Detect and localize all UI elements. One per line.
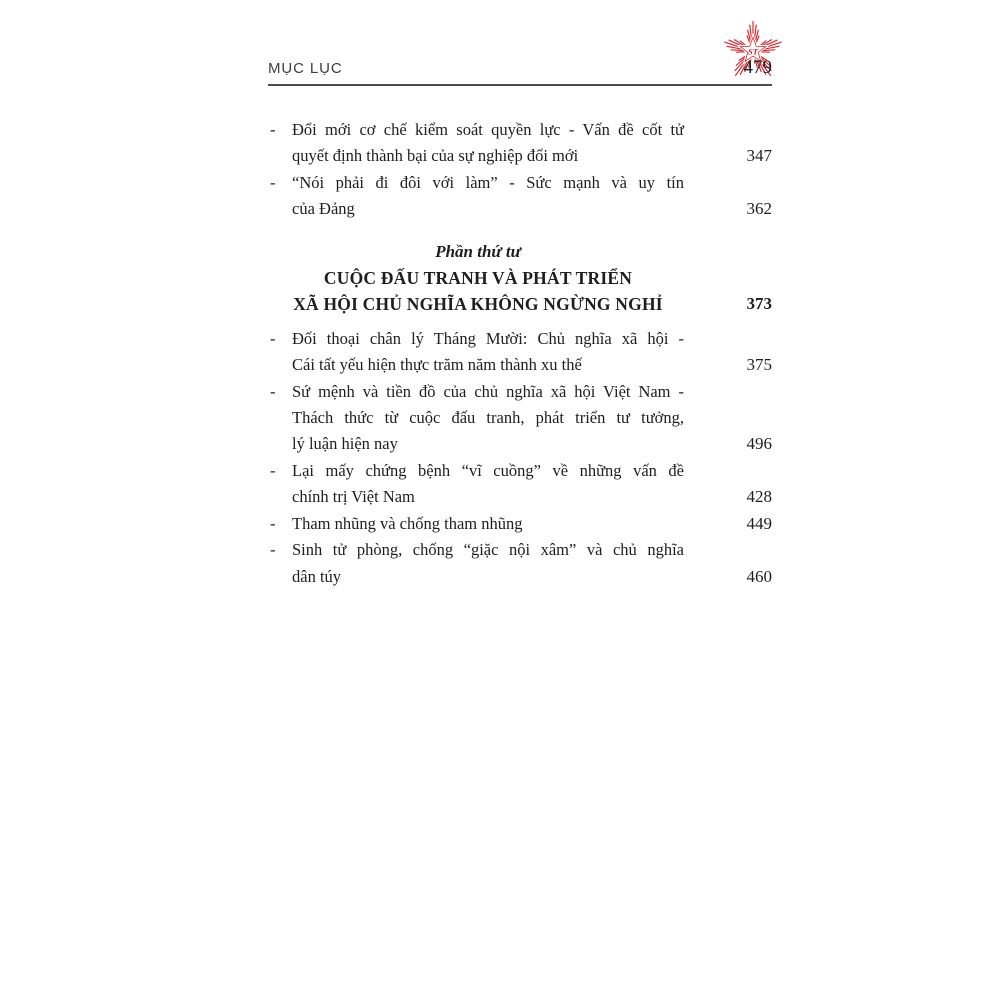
entry-dash: - <box>270 381 276 401</box>
section-heading <box>268 239 772 318</box>
toc-entry-text: Lại mấy chứng bệnh “vĩ cuồng” về những vấn đề <box>292 460 684 480</box>
entry-dash: - <box>270 172 276 192</box>
toc-entry-text: Thách thức từ cuộc đấu tranh, phát triển tư tưởng, <box>292 408 684 428</box>
page-header <box>268 58 772 86</box>
toc-entry <box>268 170 772 223</box>
toc-entry-text: dân túy <box>292 566 342 586</box>
section-title-line: XÃ HỘI CHỦ NGHĨA KHÔNG NGỪNG NGHỈ <box>293 294 663 315</box>
section-kicker: Phần thứ tư <box>435 241 521 261</box>
page-number: 479 <box>743 57 772 78</box>
toc-entry-text: Sứ mệnh và tiền đồ của chủ nghĩa xã hội Việt Nam - <box>292 381 684 401</box>
toc-entry <box>268 379 772 458</box>
entry-dash: - <box>270 460 276 480</box>
table-of-contents <box>268 117 772 590</box>
toc-page-number: 373 <box>746 294 772 314</box>
toc-entry <box>268 537 772 590</box>
toc-page-number: 460 <box>746 566 772 586</box>
toc-entry <box>268 458 772 511</box>
toc-entry-text: Tham nhũng và chống tham nhũng <box>292 513 523 533</box>
toc-entry <box>268 326 772 379</box>
toc-entry-text: Sinh tử phòng, chống “giặc nội xâm” và chủ nghĩa <box>292 540 684 560</box>
toc-page-number: 428 <box>746 487 772 507</box>
toc-entry-text: Đối thoại chân lý Tháng Mười: Chủ nghĩa xã hội - <box>292 328 684 348</box>
toc-entry-text: Cái tất yếu hiện thực trăm năm thành xu thế <box>292 355 582 375</box>
toc-entry-text: Đổi mới cơ chế kiểm soát quyền lực - Vấn đề cốt tử <box>292 120 684 139</box>
toc-entry-text: chính trị Việt Nam <box>292 487 415 507</box>
toc-entry <box>268 511 772 537</box>
toc-page-number: 496 <box>746 434 772 454</box>
toc-entry-text: của Đảng <box>292 199 355 219</box>
running-title: MỤC LỤC <box>268 60 343 77</box>
entry-dash: - <box>270 513 276 533</box>
toc-entry <box>268 117 772 170</box>
toc-entry-text: lý luận hiện nay <box>292 434 398 454</box>
toc-page-number: 362 <box>746 199 772 219</box>
toc-page-number: 449 <box>746 513 772 533</box>
toc-entry-text: “Nói phải đi đôi với làm” - Sức mạnh và uy tín <box>292 172 684 192</box>
toc-page-number: 347 <box>746 146 772 166</box>
logo-monogram: ST <box>747 46 759 57</box>
entry-dash: - <box>270 328 276 348</box>
entry-dash: - <box>270 120 276 139</box>
toc-page-number: 375 <box>746 355 772 375</box>
entry-dash: - <box>270 540 276 560</box>
section-title-line: CUỘC ĐẤU TRANH VÀ PHÁT TRIỂN <box>323 268 633 289</box>
toc-entry-text: quyết định thành bại của sự nghiệp đổi mới <box>292 146 579 166</box>
